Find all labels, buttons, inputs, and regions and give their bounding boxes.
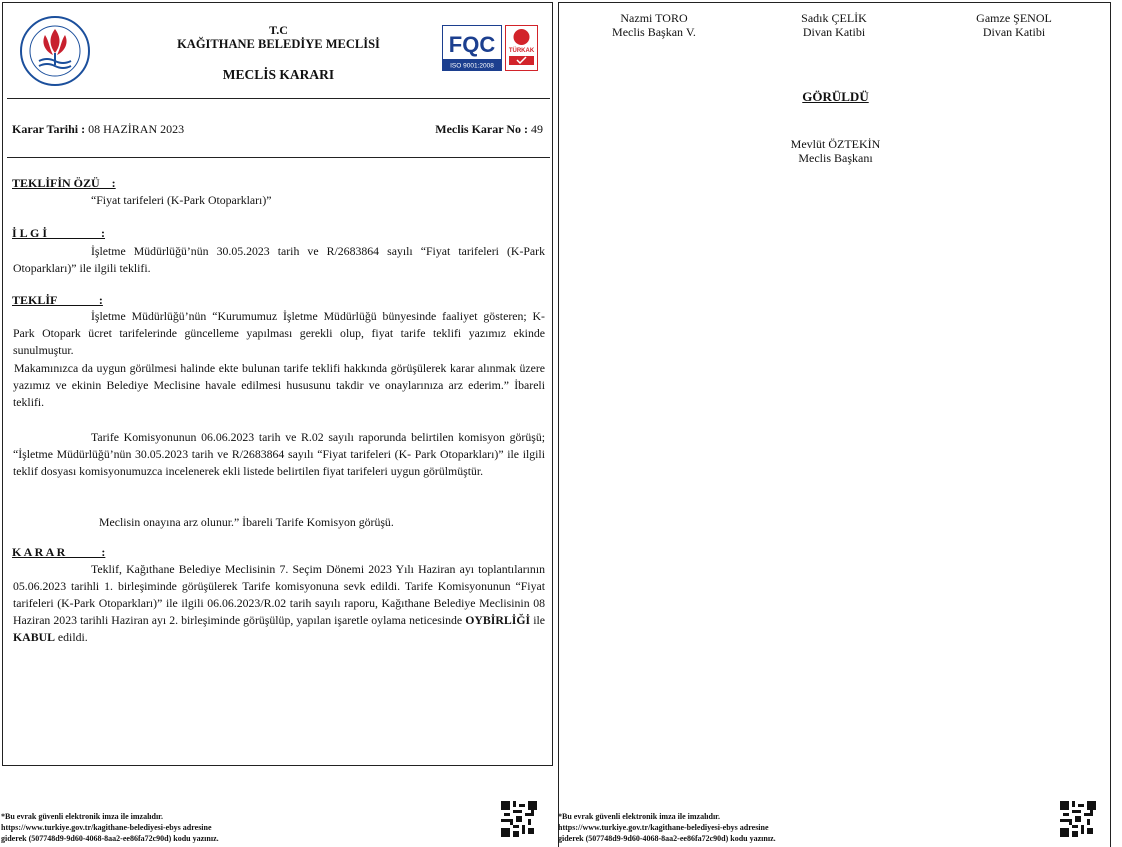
signatory-2 (759, 11, 909, 39)
karar-accepted: KABUL (13, 630, 55, 644)
turkak-accreditation-logo (505, 25, 538, 71)
footer-line-2[interactable]: https://www.turkiye.gov.tr/kagithane-belediyesi-ebys adresine (558, 823, 769, 832)
president-name: Mevlüt ÖZTEKİN (790, 137, 881, 151)
section-title-teklif: TEKLİF : (12, 293, 103, 307)
signatory-1-name: Nazmi TORO (620, 11, 688, 25)
header-council-name: KAĞITHANE BELEDİYE MECLİSİ (177, 37, 380, 51)
qr-code-page-1 (501, 801, 537, 837)
svg-text:TÜRKAK: TÜRKAK (508, 48, 535, 54)
karar-unanimous: OYBİRLİĞİ (465, 613, 531, 627)
decision-number-value: 49 (531, 122, 543, 136)
decision-date-label: Karar Tarihi : (12, 122, 86, 136)
section-title-ilgi: İ L G İ : (12, 226, 106, 240)
section-title-karar: K A R A R : (12, 545, 106, 559)
footer-line-1: *Bu evrak güvenli elektronik imza ile imzalıdır. (1, 812, 163, 821)
signatory-3-title: Divan Katibi (982, 25, 1046, 39)
footer-esignature-page-1 (1, 811, 219, 844)
teklif-paragraph-1: İşletme Müdürlüğü’nün “Kurumumuz İşletme Müdürlüğü bünyesinde faaliyet gösteren; K- Park Otopark ücret tarifelerinde güncelleme yapılması gerekli olup, fiyat tarife teklifi yazımız ekinde sunulmuştur. (13, 309, 545, 357)
meta-divider (7, 157, 550, 158)
decision-date-value: 08 HAZİRAN 2023 (88, 122, 185, 136)
president-title: Meclis Başkanı (798, 151, 873, 165)
signatory-2-title: Divan Katibi (802, 25, 866, 39)
signatory-3-name: Gamze ŞENOL (976, 11, 1052, 25)
signatory-1-title: Meclis Başkan V. (612, 25, 696, 39)
footer-line-2[interactable]: https://www.turkiye.gov.tr/kagithane-belediyesi-ebys adresine (1, 823, 212, 832)
svg-text:FQC: FQC (448, 32, 496, 57)
header-document-type: MECLİS KARARI (222, 67, 335, 82)
council-president (559, 137, 1112, 165)
karar-text-mid: ile (530, 613, 545, 627)
signatory-1 (579, 11, 729, 39)
header-tc: T.C (269, 23, 288, 37)
footer-esignature-page-2 (558, 811, 776, 844)
seen-heading: GÖRÜLDÜ (802, 89, 869, 104)
ozu-text: “Fiyat tarifeleri (K-Park Otoparkları)” (91, 193, 272, 207)
karar-text (13, 561, 545, 646)
header-divider (7, 98, 550, 99)
karar-text-main: Teklif, Kağıthane Belediye Meclisinin 7. Seçim Dönemi 2023 Yılı Haziran ayı toplantılarının 05.06.2023 tarihli 1. birleşiminde görüşülerek Tarife komisyonuna sevk edildi. Tarife Komisyonunun “Fiyat tarifeleri (K-Park Otoparkları)” ile ilgili 06.06.2023/R.02 tarih sayılı raporu, Kağıthane Belediye Meclisinin 08 Haziran 2023 tarihli Haziran ayı 2. birleşiminde görüşülüp, yapılan işaretle oylama neticesinde (13, 562, 545, 627)
decision-number-label: Meclis Karar No : (435, 122, 528, 136)
signatory-3 (939, 11, 1089, 39)
teklif-paragraph-2: Makamınızca da uygun görülmesi halinde ekte bulunan tarife teklifi hakkında görüşülerek karar alınmak üzere yazımız ve ekinin Belediye Meclisine havale edilmesi hususunu takdir ve onaylarınıza arz ederim.” İbareli teklifi. (13, 361, 545, 409)
ilgi-text: İşletme Müdürlüğü’nün 30.05.2023 tarih ve R/2683864 sayılı “Fiyat tarifeleri (K-Park Otoparkları)” ile ilgili teklifi. (13, 244, 545, 275)
karar-text-end: edildi. (54, 630, 88, 644)
commission-closing: Meclisin onayına arz olunur.” İbareli Tarife Komisyon görüşü. (99, 515, 394, 529)
commission-opinion: Tarife Komisyonunun 06.06.2023 tarih ve R.02 sayılı raporunda belirtilen komisyon görüşü; “İşletme Müdürlüğü’nün 30.05.2023 tarih ve R/2683864 sayılı “Fiyat tarifeleri (K- Park Otoparkları)” ile ilgili teklif dosyası komisyonumuzca incelenerek ekli listede belirtilen fiyat tarifeleri uygun görülmüştür. (13, 430, 545, 478)
svg-text:ISO 9001:2008: ISO 9001:2008 (450, 62, 494, 70)
document-page-1 (2, 2, 553, 766)
footer-line-3: giderek (507748d9-9d60-4068-8aa2-ee86fa72c90d) kodu yazınız. (558, 834, 776, 843)
section-title-ozu: TEKLİFİN ÖZÜ : (12, 176, 116, 190)
footer-line-1: *Bu evrak güvenli elektronik imza ile imzalıdır. (558, 812, 720, 821)
document-page-2 (558, 2, 1111, 847)
footer-line-3: giderek (507748d9-9d60-4068-8aa2-ee86fa72c90d) kodu yazınız. (1, 834, 219, 843)
fqc-certification-logo (442, 25, 502, 71)
decision-number (435, 122, 543, 137)
qr-code-page-2 (1060, 801, 1096, 837)
decision-date (12, 122, 184, 137)
signatory-2-name: Sadık ÇELİK (801, 11, 867, 25)
